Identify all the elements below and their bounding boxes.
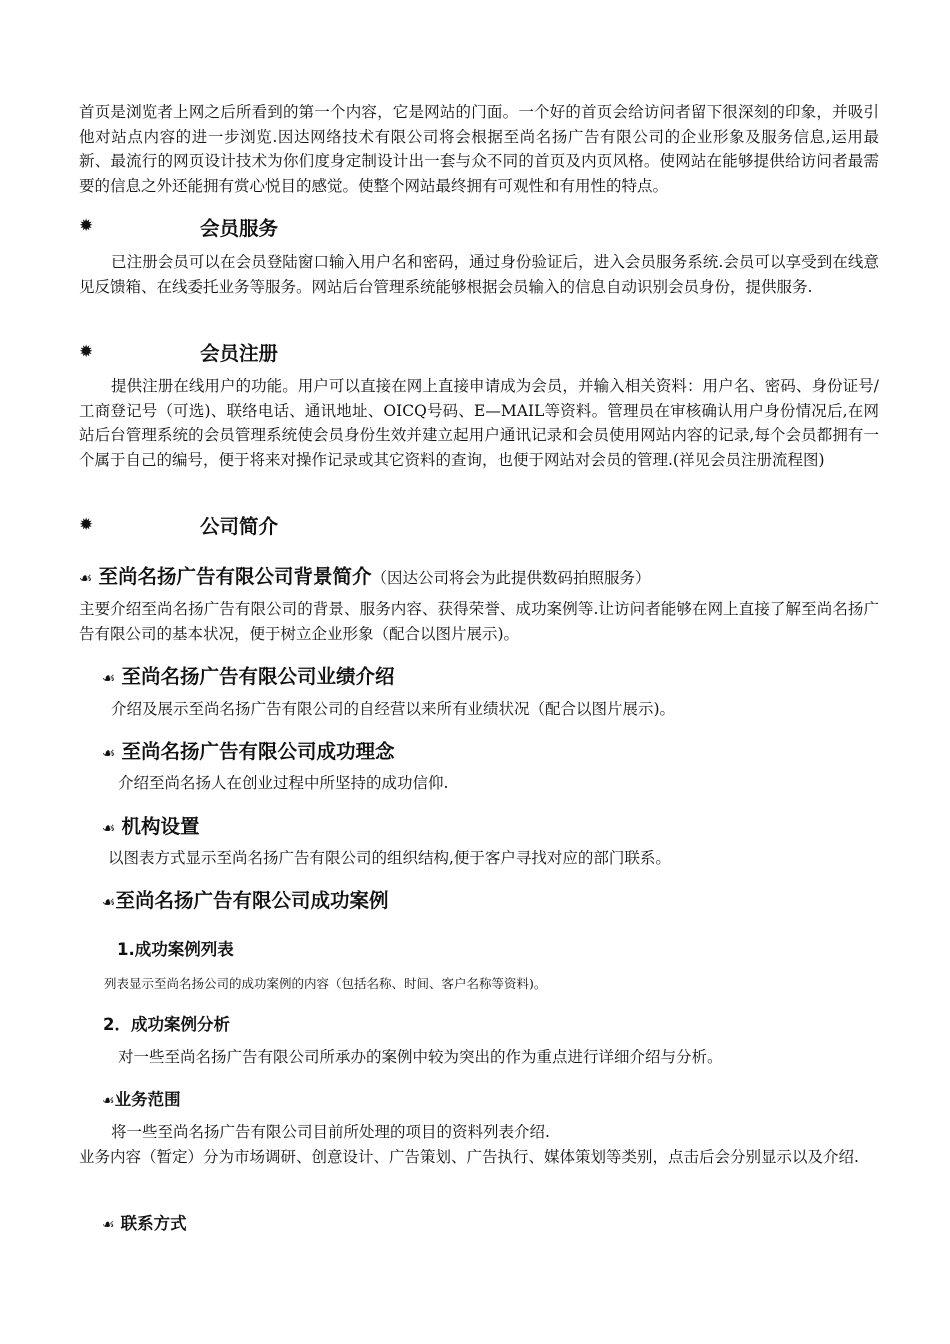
member-service-heading: 会员服务 (200, 217, 279, 240)
leaf-bullet-icon: ☙ (102, 893, 116, 911)
star-bullet-icon: ✹ (79, 515, 94, 535)
leaf-bullet-icon: ☙ (102, 669, 116, 687)
background-heading (79, 561, 650, 589)
star-bullet-icon: ✹ (79, 216, 94, 236)
business-body-2: 业务内容（暂定）分为市场调研、创意设计、广告策划、广告执行、媒体策划等类别，点击后会分别显示以及介绍. (79, 1148, 859, 1166)
structure-heading (102, 811, 199, 839)
structure-body: 以图表方式显示至尚名扬广告有限公司的组织结构,便于客户寻找对应的部门联系。 (108, 849, 671, 867)
background-title: 至尚名扬广告有限公司背景简介 (98, 565, 372, 588)
cases-title: 至尚名扬广告有限公司成功案例 (115, 889, 389, 912)
case-list-body: 列表显示至尚名扬公司的成功案例的内容（包括名称、时间、客户名称等资料)。 (104, 976, 547, 991)
contact-heading (102, 1210, 187, 1234)
star-bullet-icon: ✹ (79, 342, 94, 362)
leaf-bullet-icon: ☙ (102, 1093, 115, 1109)
contact-title: 联系方式 (120, 1214, 187, 1233)
member-register-body: 提供注册在线用户的功能。用户可以直接在网上直接申请成为会员，并输入相关资料：用户名、密码、身份证号/工商登记号（可选)、联络电话、通讯地址、OICQ号码、E—MAIL等资料。管理员在审核确认用户身份情况后,在网站后台管理系统的会员管理系统使会员身份生效并建立起用户通讯记录和会员使用网站内容的记录,每个会员都拥有一个属于自己的编号，便于将来对操作记录或其它资料的查询，也便于网站对会员的管理.(祥见会员注册流程图) (79, 377, 879, 469)
background-note: （因达公司将会为此提供数码拍照服务） (371, 569, 651, 587)
business-heading (102, 1086, 181, 1110)
performance-title: 至尚名扬广告有限公司业绩介绍 (121, 665, 395, 688)
case-list-heading: 1.成功案例列表 (117, 940, 234, 959)
business-title: 业务范围 (114, 1090, 181, 1109)
cases-heading (102, 885, 388, 913)
leaf-bullet-icon: ☙ (102, 744, 116, 762)
philosophy-heading (102, 736, 394, 764)
background-body: 主要介绍至尚名扬广告有限公司的背景、服务内容、获得荣誉、成功案例等.让访问者能够在网上直接了解至尚名扬广告有限公司的基本状况，便于树立企业形象（配合以图片展示)。 (79, 600, 879, 643)
case-analysis-body: 对一些至尚名扬广告有限公司所承办的案例中较为突出的作为重点进行详细介绍与分析。 (118, 1048, 723, 1066)
case-analysis-heading: 2．成功案例分析 (103, 1015, 230, 1034)
member-register-heading: 会员注册 (200, 342, 279, 365)
leaf-bullet-icon: ☙ (102, 1217, 115, 1233)
philosophy-body: 介绍至尚名扬人在创业过程中所坚持的成功信仰. (118, 774, 449, 792)
philosophy-title: 至尚名扬广告有限公司成功理念 (121, 740, 395, 763)
leaf-bullet-icon: ☙ (102, 819, 116, 837)
business-body-1: 将一些至尚名扬广告有限公司目前所处理的项目的资料列表介绍. (111, 1123, 550, 1141)
leaf-bullet-icon: ☙ (79, 569, 93, 587)
intro-paragraph: 首页是浏览者上网之后所看到的第一个内容，它是网站的门面。一个好的首页会给访问者留下很深刻的印象，并吸引他对站点内容的进一步浏览.因达网络技术有限公司将会根据至尚名扬广告有限公司的企业形象及服务信息,运用最新、最流行的网页设计技术为你们度身定制设计出一套与众不同的首页及内页风格。使网站在能够提供给访问者最需要的信息之外还能拥有赏心悦目的感觉。使整个网站最终拥有可观性和有用性的特点。 (79, 103, 879, 195)
structure-title: 机构设置 (121, 815, 200, 838)
member-service-body: 已注册会员可以在会员登陆窗口输入用户名和密码，通过身份验证后，进入会员服务系统.会员可以享受到在线意见反馈箱、在线委托业务等服务。网站后台管理系统能够根据会员输入的信息自动识别会员身份，提供服务. (79, 253, 879, 296)
company-intro-heading: 公司简介 (200, 515, 279, 538)
performance-heading (102, 661, 394, 689)
performance-body: 介绍及展示至尚名扬广告有限公司的自经营以来所有业绩状况（配合以图片展示)。 (111, 700, 676, 718)
